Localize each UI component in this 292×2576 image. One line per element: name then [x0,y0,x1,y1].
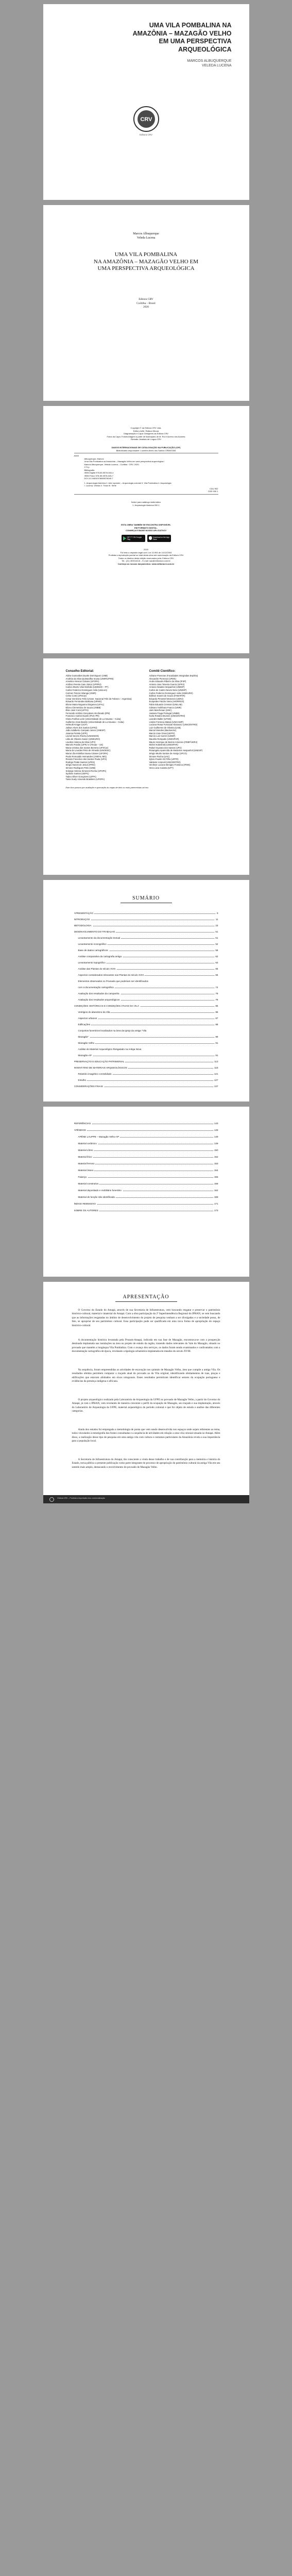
toc-entry[interactable] [74,1182,218,1185]
editorial-board-list [66,674,143,781]
toc-entry[interactable] [74,1023,218,1026]
toc-entry-title: Material de função não identificada [74,1196,116,1198]
toc-entry-title: Análise do Material Arqueológico Resgatado na Antiga Nova [74,1048,143,1050]
editorial-board-member: Élsio José Corá (UFFS) [65,709,89,712]
editorial-board-member: Celso Conti (UFSCar) [65,694,87,698]
toc-entry-title: Material depositado e mobiliário funerário [74,1189,123,1192]
toc-entry[interactable] [74,943,218,945]
toc-entry-title: Conjuntos funerários localizados na área da igreja da antiga "Vila [74,1029,148,1032]
toc-entry-page: 152 [214,1156,218,1158]
title-line: UMA PERSPECTIVA ARQUEOLÓGICA [97,265,195,272]
editorial-board-member: Fernando Antônio Gonçalves Alcoforado (IPB) [65,711,110,715]
presentation-title-rule [115,1301,177,1302]
catalog-line: CDD 930.1 [74,490,218,495]
toc-entry[interactable] [74,912,218,914]
editorial-board-member: Carmen Tereza Velanga (UNIR) [65,691,96,694]
scientific-committee-member: Carlos de Castro Neves Neto (UNESP) [149,688,187,691]
toc-entry-title: Análise comparativa da cartografia antiga [74,955,123,958]
catalog-line: ISBN Digital 978-65-5578-046-4 [84,471,114,474]
toc-entry-page: 158 [214,1182,218,1185]
toc-entry[interactable] [74,998,218,1001]
editorial-board-member: Rodrigo Pratte-Santos (UFES) [65,760,95,764]
toc-entry-title: Material ósseo [74,1169,95,1172]
catalog-line: CDU 902 [210,487,218,490]
toc-entry-title: Relatório imagético consolidado [74,1073,113,1075]
rights-block [43,548,249,565]
title-author: Veleda Lucena [136,236,156,240]
imprint-year: 2020 [143,306,149,309]
app-store-label: Download on the App Store [152,536,169,540]
toc-entry[interactable] [74,1066,218,1069]
editorial-board-member: Josania Portela (UFPI) [65,732,88,735]
catalog-line: 1. Arqueologia histórica 2. Arte rupestre – Arqueologia colonial 3. Vila Pombalina 4. Arqueologia [84,481,171,484]
editorial-board [66,670,143,781]
scientific-committee-member: Gilmara Yoshihara Franco (UNIR) [149,706,182,709]
credits-line: Revisão: Analista de Língua CRV [130,438,162,440]
scientific-committee-member: Alexandre Pierezan (UFMS) [149,677,176,680]
toc-entry[interactable] [74,1176,218,1178]
toc-entry[interactable] [74,1169,218,1172]
scientific-committee-member: Antonio Jose Teixeira Guerra (UFRJ) [149,683,185,686]
editorial-board-member: Cesar Gerónimo Tello (Univer. Nacional Três de Febrero – Argentina) [65,697,132,700]
presentation-paragraph: A documentação histórica levantada pela Prusam-Amapá, indicada em sua fase de Mazagão, encontrava-se com a prospecção destinada implantada nas instalações na área ou projeto de estudo da região, trazendo dados relevantes do Vale do Mazagão, situado no povoado que mantém a longínqua Vila Pombalina. Com o avanço dos serviços, os dados foram sendo examinados e confrontados com a documentação cartográfica de época, revelando a tipologia urbanística implantada em meados do século XVIII. [72,1338,220,1353]
scientific-committee-member: Andre Eduardo Ribeiro da Silva (IFSP) [149,680,186,683]
scientific-committee-member: Luciana Rosar Fornazari Klanovicz (UNICENTRO) [149,723,198,726]
credits-page [43,406,249,653]
presentation-paragraph: O Governo do Estado do Amapá, através de sua Secretaria de Infraestrutura, vem buscando resgatar e preservar o patrimônio histórico-cultural, material e imaterial do Amapá. Com a obra participação da 2ª Superintendência Regional do IPHAN, se vem buscando que as informações resgatadas no âmbito de desenvolvimento do projeto de pesquisa venham a ser divulgadas e a sociedade possa, de fato, se apropriar de seu patrimônio cultural. Essa participação pode ser qualificada em uma nova forma de apropriação do espaço histórico-cultural. [72,1309,220,1327]
scientific-committee-member: Marcio Jose Ornat (UEPG) [149,732,175,735]
scientific-committee-member: Karla Rosário Brumes (UNICENTRO) [149,715,185,718]
google-play-badge[interactable] [122,535,145,542]
crv-badge-text: Editora CRV [140,133,152,136]
scientific-committee-member: Fabio Eduardo Cressoni (UNILAB) [149,703,182,706]
toc-entry-page: 143 [214,1122,218,1125]
editorial-board-member: Renato Francisco dos Santos Paula (UFG) [65,758,107,761]
scientific-committee-member: Jussara Fraga Portugal (UNEB) [149,711,180,715]
presentation-paragraph: O projeto arqueológico realizado pela Laboratório de Arqueologia da UFPE no povoado de Mazagão Velho, a partir do Governo do Amapá, já com o IPHAN, vem revelando de maneira crescente o perfil da ocupação de Mazagão, seu traçado e sua implantação, através do Laboratório de Arqueologia da UFPE, material arqueológico do período colonial e que foi objeto de estudo e análise das diferentes categorias. [72,1398,220,1413]
scientific-committee-member: Mauro Henrique de Barros Amoroso (FEBF/UERJ) [149,740,198,743]
toc-entry-page: 65 [215,968,218,970]
rights-line: Todos os direitos desta edição reservados pela: Editora CRV [118,556,174,560]
editorial-board-member: Sydione Santos (UEPG) [65,772,89,775]
toc-entry-title: METODOLOGIA [74,924,92,927]
editorial-board-member: Simone Rodrigues Pinto (UNB) [65,767,96,769]
toc-entry-page: 153 [214,1162,218,1165]
toc-entry-title: Elementos observados no Povoado que poderiam ser identificados [74,980,149,982]
presentation-paragraph: Na sequência, foram empreendidas as atividades de escavação nos quintais de Mazagão Velho, área que compõe a antiga Vila. Os resultados obtidos permitem comparar o traçado atual do povoado ao da Vila original, identificando alinhamentos de ruas, praças e edificações que estavam alinhados em eixos ortogonais. Esses resultados permitiram identificar setores da ocupação portuguesa e evidências da presença indígena e africana. [72,1368,220,1383]
digital-notice [43,523,249,532]
toc-entry-title: Faiança [74,1176,88,1178]
catalog-index [43,501,249,506]
svg-text:CRV: CRV [140,116,152,123]
catalog-line: ISBN Físico 978-65-5578-045-7 [84,474,113,477]
rights-line: Tel.: (41) 3039-6418 – E-mail: sac@editoracrv.com.br [122,560,170,562]
board-page [43,658,249,875]
title-line: UMA VILA POMBALINA [114,251,178,258]
toc-entry-page: 173 [214,1209,218,1212]
toc-entry-title: Material cerâmico [74,1142,98,1145]
scientific-committee-member: Eduardo Pimentel Menezes (UERJ) [149,697,183,700]
scientific-committee-member: Simone Rocha (UnC) [149,755,170,758]
summary-continued-page [43,1107,249,1277]
toc-entry-title: com a documentação cartográfica [74,986,115,989]
toc-entry[interactable] [74,1142,218,1145]
index-line: Índice para catálogo sistemático [131,501,161,503]
toc-entry-page: 150 [214,1149,218,1151]
crv-logo-icon [121,105,172,133]
toc-entry-page: 171 [214,1202,218,1205]
catalog-line: A345 [74,454,79,457]
toc-entry[interactable] [74,1011,218,1013]
editorial-board-member: Anselmo Alencar Colares (UFOPA) [65,680,99,683]
catalog-title: DADOS INTERNACIONAIS DE CATALOGAÇÃO NA PUBLICAÇÃO (CIP) [111,446,181,449]
toc-entry-title: Levantamento iconográfico [74,943,108,945]
scientific-committee-member: Maurilio Rompatto (UNESPAR) [149,738,179,741]
toc-entry-page: 58 [215,949,218,952]
catalog-line: Marcos Albuquerque, Veleda Lucena – Curitiba : CRV, 2020. [84,463,140,466]
toc-entry-page: 88 [215,1023,218,1026]
google-play-icon [123,536,126,540]
toc-entry[interactable] [74,1048,218,1050]
toc-entry-page: 65 [215,974,218,976]
catalog-subtitle: Bibliotecária responsável: Luzenira Alves dos Santos CRB9/1506 [116,449,176,452]
editorial-board-member: Eduardo Fernandes Barbosa (UFMG) [65,700,102,703]
toc-entry-page: 79 [215,992,218,995]
scientific-committee-member: Antonio Nivaldo Hespanhol (UNESP) [149,686,185,689]
toc-entry-page: 23 [215,924,218,927]
editorial-board-member: Andréia da Silva Quintanilha Sousa (UNIR/UFRN) [65,677,114,680]
toc-entry[interactable] [74,992,218,995]
toc-entry[interactable] [74,961,218,964]
toc-entry[interactable] [74,1129,218,1131]
scientific-committee-member: Sérgio Murilo Santos de Araújo (UFCG) [149,752,187,755]
editorial-board-member: Tadeu Oliver Gonçalves (UFPA) [65,775,96,778]
scientific-committee-member: Michel Kobelinski (UNESPAR) [149,743,178,747]
toc-entry-title: ÍNDICE REMISSIVO [74,1202,96,1205]
toc-entry[interactable] [74,1156,218,1158]
toc-entry-title: CONSIDERAÇÕES FINAIS [74,1085,103,1088]
catalog-line: Uma Vila Pombalina na Amazônia – Mazagão Velho em uma perspectiva arqueológica / [84,460,165,463]
toc-entry-page: 86 [215,1011,218,1013]
digital-notice-line: EM FORMATO DIGITAL. [134,526,158,529]
toc-entry-page: 9 [216,912,218,914]
toc-entry[interactable] [74,1005,218,1007]
scientific-committee [149,670,232,770]
cover-author: MARCOS ALBUQUERQUE [187,59,232,63]
toc-entry[interactable] [74,924,218,927]
scientific-committee-member: Carlos Federico Dominguez Avila (UNIEURO) [149,691,193,694]
page-footer [43,1495,249,1503]
presentation-paragraph: A Secretaria de Infraestrutura do Amapá, tão consciente a vinda desse trabalho e de sua contribuição para a memória e história do Estado, torna pública a presente publicação como parte integrante do processo de apropriação do patrimônio cultural da antiga Vila em seu sentido mais amplo, destacando o envolvimento do povoado de Mazagão Velho. [72,1458,220,1469]
rights-line: 2020 [144,548,148,551]
toc-entry-page: 11 [215,918,218,921]
toc-entry[interactable] [74,1073,218,1075]
toc-entry-title: Entulho [74,1079,88,1081]
catalog-box [74,446,218,495]
peer-review-note: Este livro passou por avaliação e aprovação às cegas de dois ou mais pareceristas ad hoc. [65,786,149,789]
cover-title-line: AMAZÔNIA – MAZAGÃO VELHO [132,29,232,37]
catalog-line: 174 p. [84,466,90,468]
cover-title-line: ARQUEOLÓGICA [178,45,232,53]
toc-entry-title: APRESENTAÇÃO [74,912,93,914]
editorial-board-member: Antônio Pereira Gaio Júnior (UFRRJ) [65,683,101,686]
toc-entry[interactable] [74,1196,218,1198]
toc-entry[interactable] [74,1202,218,1205]
imprint-city: Curitiba – Brasil [136,301,156,305]
toc-entry[interactable] [74,1085,218,1088]
editorial-board-member: Francisco Carlos Duarte (PUC-PR) [65,715,99,718]
toc-entry[interactable] [74,1136,218,1138]
toc-entry-page: 127 [214,1079,218,1081]
toc-entry-title: Mazagão Velho [74,1042,96,1044]
scientific-committee-member: Rafael Guarato dos Santos (UFG) [149,746,182,749]
toc-entry-page: 85 [215,1005,218,1007]
footer-text: Editora CRV – Proibida a impressão e/ou comercialização [57,1497,105,1499]
toc-entry[interactable] [74,1060,218,1063]
editorial-board-member: Maria Cristina dos Santos Bezerra (UFSCar) [65,746,109,749]
toc-entry[interactable] [74,1017,218,1020]
toc-entry[interactable] [74,1162,218,1165]
title-line: NA AMAZÔNIA – MAZAGÃO VELHO EM [94,258,198,265]
editorial-board-member: Helmuth Krüger (UCP) [65,723,88,726]
toc-entry-title: Material construtivo [74,1182,100,1185]
cover-authors [149,59,232,68]
title-authors [43,232,249,240]
scientific-committee-member: Luiz Guilherme de Oliveira (UnB) [149,726,181,729]
editorial-board-member: Carlos Alberto Vilar Estêvão (UMINHO – PT) [65,686,109,689]
credits-line: Copyright © da Editora CRV Ltda. [130,427,162,429]
toc-entry-title: Análise das Plantas do século XVIII [74,968,117,970]
toc-entry[interactable] [74,918,218,921]
toc-entry[interactable] [74,1079,218,1081]
toc-entry-title: CONDIÇÕES HISTÓRICAS E CONDIÇÕES ATUAIS DA VILA [74,1005,140,1007]
toc-entry-page: 137 [214,1085,218,1088]
toc-entry-page: 149 [214,1142,218,1145]
catalog-line: Bibliografia [84,468,95,471]
toc-entry-page: 121 [214,1073,218,1075]
toc-entry-title: INTRODUÇÃO [74,918,90,921]
digital-notice-line: ESTA OBRA TAMBÉM SE ENCONTRA DISPONÍVEL [121,523,171,526]
editorial-board-member: Tania Suely Azevedo Brasileiro (UFOPA) [65,778,105,781]
scientific-committee-member: Adriane Piovezan (Faculdades Integradas Espírita) [149,674,198,677]
credits-line: Diagramação e Capa: Designers da Editora CRV [124,432,168,435]
toc-entry-title: Levantamento da documentação textual [74,937,122,939]
scientific-committee-member: Venilson Luciano Benigno Fonseca (IFMG) [149,764,191,767]
imprint-publisher: Editora CRV [139,298,153,301]
editorial-board-member: Marcelo Paixão (UFRJ e UTexas – US) [65,743,104,747]
toc-entry[interactable] [74,1209,218,1212]
toc-entry-page: 79 [215,998,218,1001]
toc-entry-title: Levantamento topográfico [74,961,107,964]
toc-entry-page: 89 [215,1036,218,1038]
toc-entry[interactable] [74,930,218,933]
scientific-committee-member: Marcio Luiz Carreri (UENP) [149,735,176,738]
toc-entry[interactable] [74,1042,218,1044]
editorial-board-member: Lourdes Helena da Silva (UFV) [65,740,96,743]
toc-entry-page: 91 [215,1042,218,1044]
editorial-board-member: Jailson Alves dos Santos (UFRJ) [65,726,97,729]
cover-page [43,4,249,200]
toc-entry-title: Mazagão-AP [74,1054,93,1057]
toc-entry-title: Mazagão" [74,1036,90,1038]
toc-entry[interactable] [74,949,218,952]
crv-logo [121,105,172,136]
toc-entry-title: SOBRE OS AUTORES [74,1209,98,1212]
editorial-board-member: Sérgio Nunes de Jesus (IFRO) [65,764,95,767]
editorial-board-member: Maria Lília Imbiriba Sousa Colares (UFOPA) [65,752,108,755]
toc-entry-title: Material vítreo [74,1149,94,1151]
scientific-committee-member: Valdemir Antoneli (UNICENTRO) [149,760,181,764]
catalog-line: DOI 10.24824/978655578045.7 [84,477,113,480]
toc-entry-page: 149 [214,1136,218,1138]
toc-entry[interactable] [74,1054,218,1057]
toc-entry[interactable] [74,1122,218,1125]
toc-entry-title: Material lítico [74,1156,93,1158]
editorial-board-member: Paulo Romualdo Hernandes (UNIFAL-MG) [65,755,107,758]
toc-entry-page: 51 [215,930,218,933]
index-line: 1. Arqueologia histórica 930.1 [132,503,160,506]
toc-entry-page: 52 [215,943,218,945]
cover-title [129,22,232,54]
toc-entry-page: 155 [214,1176,218,1178]
toc-entry[interactable] [74,1149,218,1151]
toc-entry-page: 115 [214,1066,218,1069]
summary-page [43,880,249,1101]
toc-entry-title: APÊNDICE [74,1129,86,1131]
scientific-committee-member: Rosangela Aparecida de Medeiros Hespanhol (UNESP) [149,749,203,752]
apple-icon [149,536,152,540]
toc-entry-page: 74 [215,986,218,989]
app-store-badge[interactable] [147,535,171,542]
toc-entry-page: 91 [215,1054,218,1057]
editorial-board-member: Solange Helena Ximenes-Rocha (UFOPA) [65,769,107,772]
toc-entry-page: 51 [215,937,218,939]
toc-entry[interactable] [74,1189,218,1192]
title-main [43,251,249,273]
toc-entry[interactable] [74,980,218,982]
credits-line: Fotos da Capa: Fotomontagem a partir de Ilustrações de M. Rui e Acervo dos Autores [107,435,185,438]
toc-entry[interactable] [74,955,218,958]
scientific-committee-member: Vera Lúcia Caixeta (UFT) [149,767,174,769]
catalog-line: Albuquerque, Marcos [84,457,104,460]
toc-entry-title: REFERÊNCIAS [74,1122,91,1125]
scientific-committee-member: Jairo Marchesan (UNC) [149,709,172,712]
editorial-board-member: Carlos Federico Dominguez Avila (Unieuro) [65,688,107,691]
toc-entry-title: Vestígios do abandono da Vila [74,1011,111,1013]
toc-entry[interactable] [74,974,218,976]
rights-line: Proibida a reprodução parcial ou total desta obra sem autorização da Editora CRV [108,554,184,556]
rights-line: Foi feito o depósito legal conf. Lei 10.994 de 14/12/2004 [120,551,172,554]
scientific-committee-member: Lindon Fonseca Matias (UNICAMP) [149,720,184,723]
digital-notice-line: CONHEÇA E BAIXE NOSSO APLICATIVO! [126,529,166,532]
toc-entry-title: INVENTÁRIO DE MATERIAIS ARQUEOLÓGICOS [74,1066,127,1069]
credits-block [43,427,249,441]
cover-title-line: EM UMA PERSPECTIVA [159,38,232,45]
editorial-board-member: Lídia de Oliveira Xavier (UNIEURO) [65,738,100,741]
toc-entry[interactable] [74,937,218,939]
scientific-committee-member: Euripedes Falcão Vieira (IHGRRGS) [149,700,184,703]
presentation-title: APRESENTAÇÃO [123,1294,169,1300]
toc-entry-page: 113 [214,1060,218,1063]
toc-entry-page: 63 [215,961,218,964]
title-page [43,205,249,401]
credits-line: Editor-chefe: Railson Moura [133,429,159,432]
cover-title-line: UMA VILA POMBALINA NA [149,22,232,29]
toc-entry-title: PRESERVAÇÃO E EDUCAÇÃO PATRIMONIAL [74,1060,125,1063]
toc-entry-page: 162 [214,1189,218,1192]
toc-entry-title: Aspectos considerados relevantes nas Plantas do século XVIII [74,974,145,976]
toc-entry-page: 87 [215,1017,218,1020]
toc-entry[interactable] [74,986,218,989]
scientific-committee-member: Edilson Soares de Souza (FABAPAR) [149,694,185,698]
cover-author: VELEDA LUCENA [201,64,232,67]
catalog-line: I. Lucena, Veleda II. Título III. Série [84,484,116,487]
rights-line: Conheça os nossos lançamentos: www.editoracrv.com.br [117,562,175,565]
presentation-paragraph: Ainda dos estudos foi empregada a metodologia de ponta que vem sendo desenvolvida nos espaços onde sejam referentes ao tema, todos vinculados à estratigrafia das fontes consultadas e a sequência de atividades em relação a uma vila colonial situada no Amapá. Além disso, a realização desse tipo de pesquisa em uma antiga vila com cultura e costumes particulares da Amazônia revela a sua importância para a população local. [72,1428,220,1443]
google-play-label: GET IT ON Google Play [127,536,142,540]
toc-entry-title: Edificações [74,1023,92,1026]
editorial-board-member: Guillermo Arias Beatón (Universidade de La Havana – Cuba) [65,720,124,723]
scientific-committee-member: Sylvio Fausto Gil Filho (UFPR) [149,758,179,761]
editorial-board-member: Maria de Lourdes Pinto de Almeida (UNOESC) [65,749,111,752]
scientific-committee-list [149,674,232,770]
toc-entry-title: APÊND LAUPPE – Mazagão Velho-AP [74,1136,121,1138]
toc-entry-title: Base de dados cartográficos [74,949,109,952]
presentation-page [43,1282,249,1503]
editorial-board-title: Conselho Editorial: [65,670,94,673]
editorial-board-member: Aldira Guimarães Duarte Domínguez (UNB) [65,674,108,677]
toc-entry-page: 168 [214,1196,218,1198]
toc-entry-page: 149 [214,1129,218,1131]
editorial-board-member: Elizeu Clementino de Souza (UNEB) [65,706,101,709]
scientific-committee-member: Leandro Baller (UFGD) [149,717,171,720]
toc-entry-page: 62 [215,955,218,958]
toc-entry-title: Material ferroso [74,1162,96,1165]
editorial-board-member: Leonel Severo Rocha (UNISINOS) [65,735,99,738]
title-author: Marcos Albuquerque [133,232,159,235]
editorial-board-member: João Adalberto Campato Junior (UNESP) [65,729,106,732]
editorial-board-member: Elione Maria Nogueira Diogenes (UFAL) [65,703,105,706]
scientific-committee-member: Marcel Mendes (Mackenzie) [149,729,177,732]
toc-entry[interactable] [74,968,218,970]
title-imprint [43,298,249,310]
toc-entry-title: Avaliação dos resultados da campanha [74,992,121,995]
catalog-entry [74,453,218,495]
toc-entry[interactable] [74,1036,218,1038]
toc-entry-title: Avaliação dos resultados arqueológicos [74,998,121,1001]
toc-entry-page: 154 [214,1169,218,1172]
toc-entry-title: Aspectos urbanos [74,1017,98,1020]
toc-entry[interactable] [74,1029,218,1032]
editorial-board-member: Gloria Fariñas León (Universidade de La Havana – Cuba) [65,717,121,720]
summary-title: SUMÁRIO [132,895,160,901]
scientific-committee-title: Comitê Científico: [149,670,176,673]
crv-footer-icon [49,1497,54,1502]
toc-entry-title: DESENVOLVIMENTO DO TRABALHO [74,930,115,933]
